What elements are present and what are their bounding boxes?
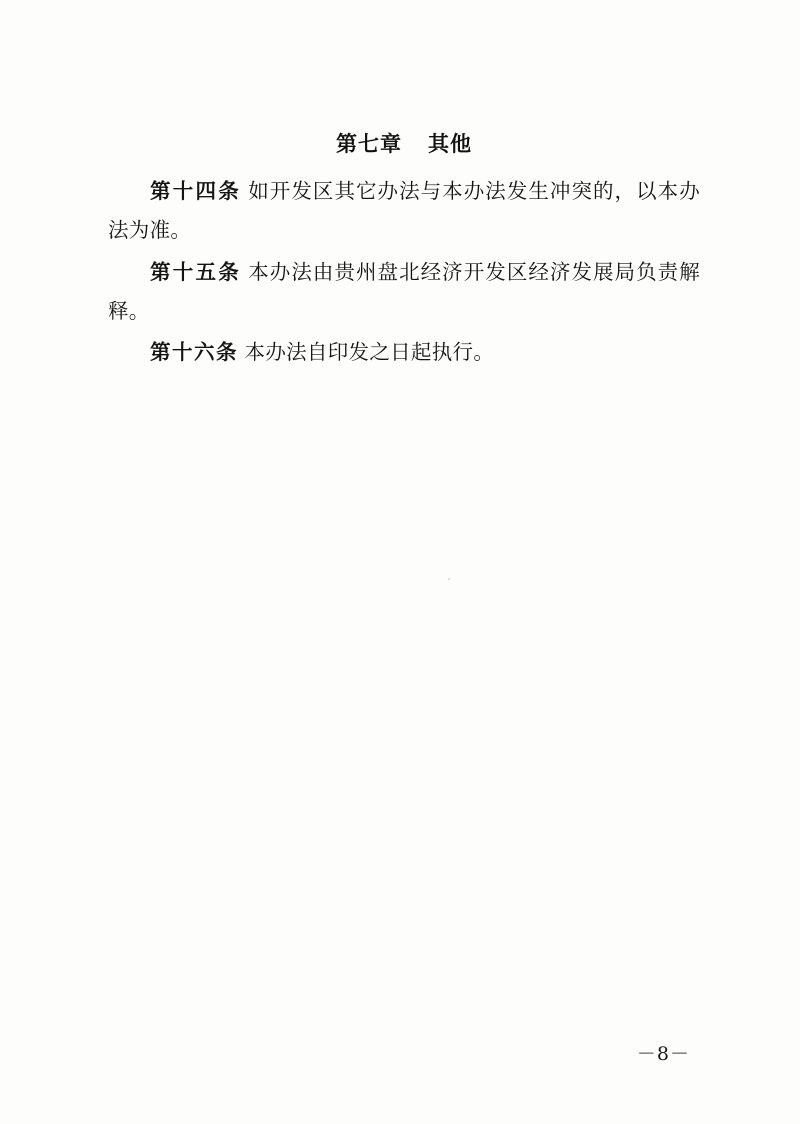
article-paragraph [108, 253, 700, 332]
article-text: 如开发区其它办法与本办法发生冲突的，以本办法为准。 [108, 179, 700, 243]
document-body [108, 128, 700, 375]
chapter-number: 第七章 [336, 131, 402, 156]
article-number: 第十五条 [150, 259, 241, 284]
article-paragraph [108, 172, 700, 251]
page-number: －8－ [636, 1043, 690, 1065]
article-number: 第十六条 [150, 340, 238, 365]
article-number: 第十四条 [150, 179, 241, 203]
article-text: 本办法自印发之日起执行。 [244, 340, 495, 365]
chapter-title: 其他 [428, 131, 472, 156]
scan-artifact [448, 578, 450, 580]
article-text: 本办法由贵州盘北经济开发区经济发展局负责解释。 [108, 259, 700, 324]
chapter-heading [108, 128, 700, 158]
article-paragraph [108, 333, 700, 372]
